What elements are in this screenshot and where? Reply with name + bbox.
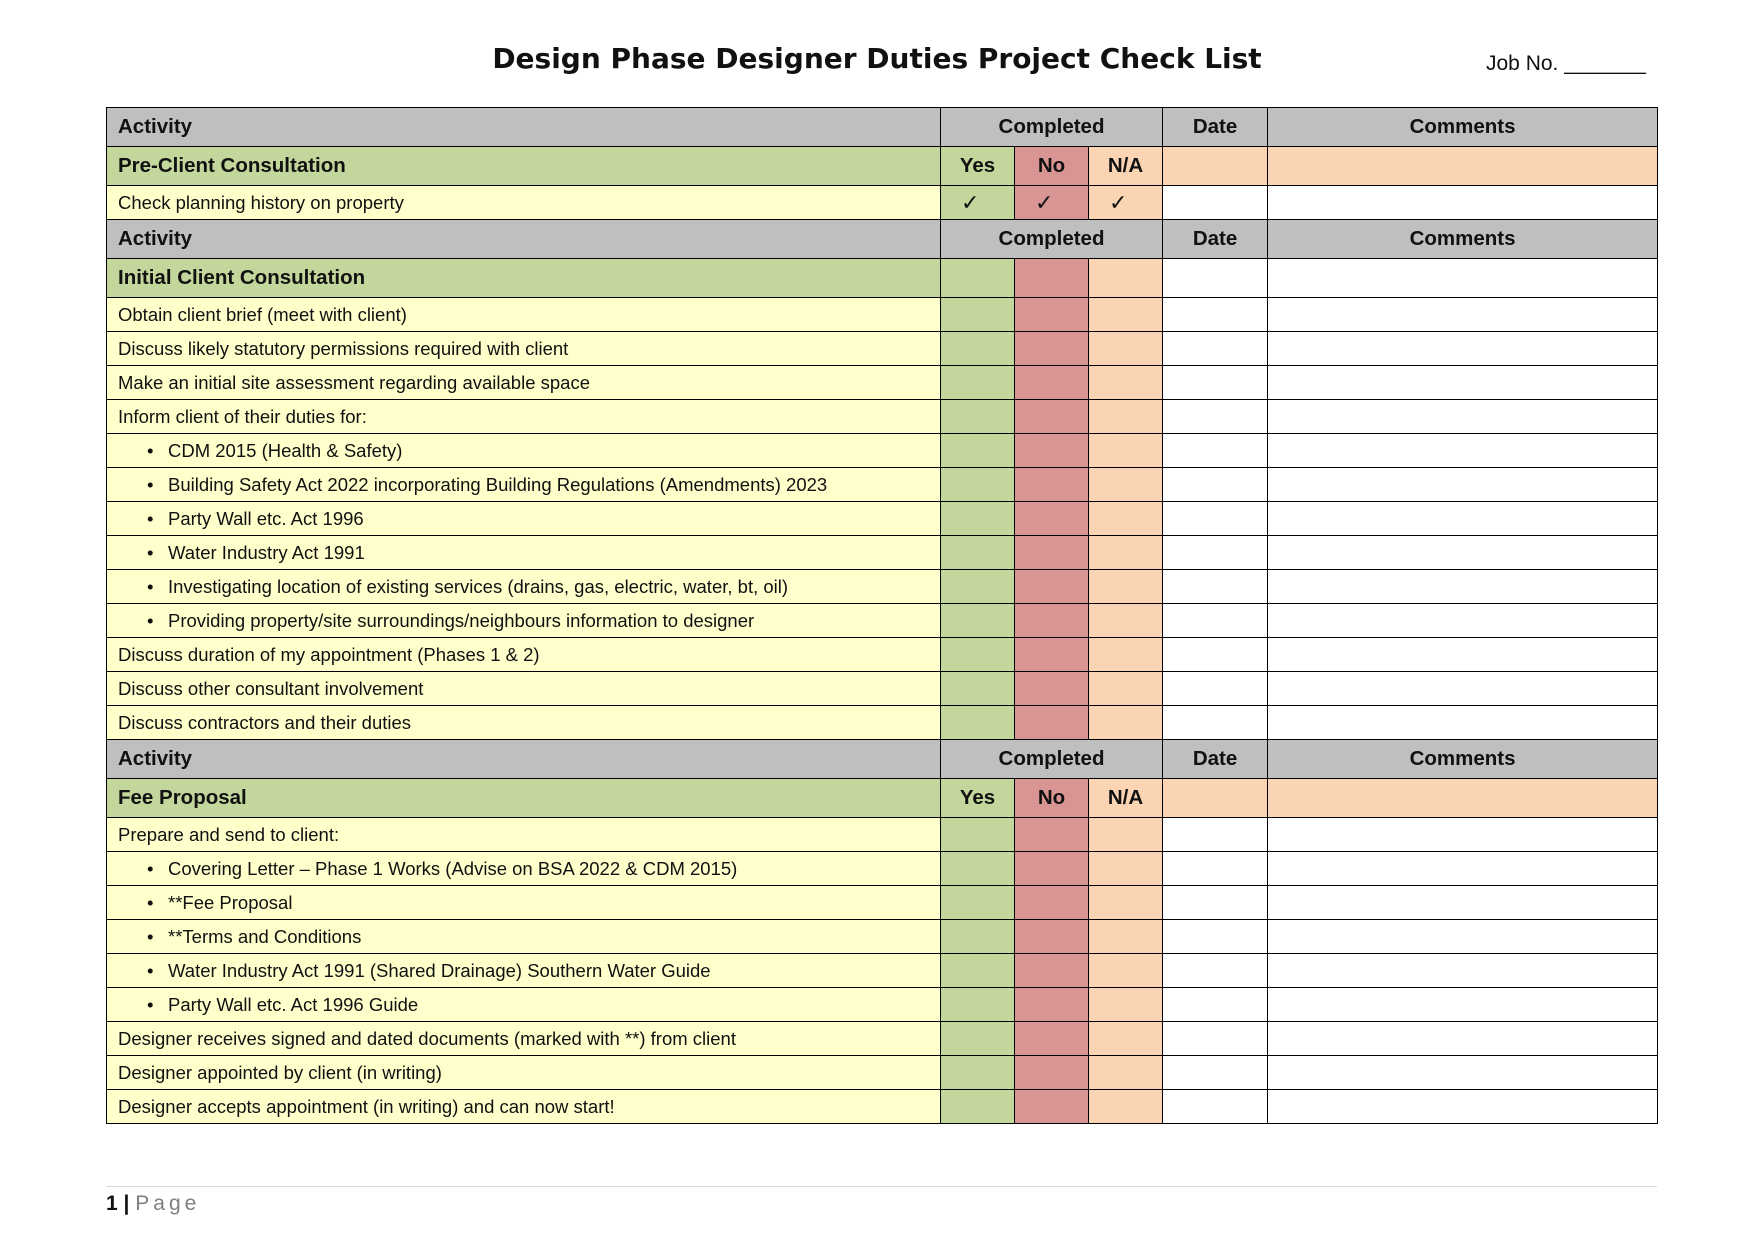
yes-cell[interactable] (941, 1056, 1015, 1090)
bullet: • (147, 993, 154, 1015)
page-number: 1 (106, 1192, 118, 1215)
no-cell[interactable] (1015, 988, 1089, 1022)
comments-cell[interactable] (1268, 988, 1658, 1022)
date-cell[interactable] (1163, 852, 1268, 886)
col-no-label: No (1015, 147, 1089, 186)
page-word: Page (135, 1192, 201, 1215)
activity-cell (107, 672, 941, 706)
na-cell[interactable] (1089, 638, 1163, 672)
section-title: Initial Client Consultation (107, 259, 941, 298)
yes-cell[interactable] (941, 570, 1015, 604)
header-completed: Completed (941, 108, 1163, 147)
section-row (107, 147, 1658, 186)
date-cell[interactable] (1163, 536, 1268, 570)
activity-cell (107, 1090, 941, 1124)
comments-cell[interactable] (1268, 434, 1658, 468)
table-row (107, 638, 1658, 672)
na-cell[interactable] (1089, 1022, 1163, 1056)
date-cell[interactable] (1163, 332, 1268, 366)
comments-cell[interactable] (1268, 502, 1658, 536)
table-row (107, 886, 1658, 920)
yes-cell[interactable]: ✓ (941, 186, 1015, 220)
header-completed: Completed (941, 220, 1163, 259)
table-row (107, 988, 1658, 1022)
activity-text: Party Wall etc. Act 1996 Guide (168, 993, 419, 1015)
date-cell[interactable] (1163, 1056, 1268, 1090)
header-date: Date (1163, 220, 1268, 259)
table-header-row (107, 740, 1658, 779)
activity-cell (107, 1056, 941, 1090)
comments-cell[interactable] (1268, 886, 1658, 920)
activity-text: Prepare and send to client: (118, 823, 340, 845)
na-cell[interactable] (1089, 298, 1163, 332)
activity-cell (107, 604, 941, 638)
no-cell[interactable] (1015, 638, 1089, 672)
header-date: Date (1163, 108, 1268, 147)
na-cell[interactable] (1089, 400, 1163, 434)
table-row (107, 570, 1658, 604)
activity-cell (107, 332, 941, 366)
date-cell[interactable] (1163, 706, 1268, 740)
activity-cell (107, 536, 941, 570)
date-cell[interactable] (1163, 886, 1268, 920)
date-cell[interactable] (1163, 818, 1268, 852)
activity-text: Discuss other consultant involvement (118, 677, 424, 699)
na-cell[interactable] (1089, 468, 1163, 502)
footer-divider (106, 1186, 1657, 1187)
page-footer (106, 1192, 200, 1216)
header-comments: Comments (1268, 108, 1658, 147)
no-cell[interactable] (1015, 1022, 1089, 1056)
date-cell[interactable] (1163, 672, 1268, 706)
date-cell[interactable] (1163, 604, 1268, 638)
table-header-row (107, 108, 1658, 147)
section-date-cell (1163, 779, 1268, 818)
yes-cell[interactable] (941, 536, 1015, 570)
no-cell[interactable] (1015, 604, 1089, 638)
comments-cell[interactable] (1268, 298, 1658, 332)
section-comments-cell (1268, 147, 1658, 186)
activity-cell (107, 852, 941, 886)
comments-cell[interactable] (1268, 638, 1658, 672)
activity-text: Building Safety Act 2022 incorporating Building Regulations (Amendments) 2023 (168, 473, 828, 495)
activity-text: Providing property/site surroundings/neighbours information to designer (168, 609, 755, 631)
col-na-label: N/A (1089, 779, 1163, 818)
yes-cell[interactable] (941, 1090, 1015, 1124)
activity-text: **Fee Proposal (168, 891, 293, 913)
table-row (107, 366, 1658, 400)
table-row (107, 1022, 1658, 1056)
activity-text: Obtain client brief (meet with client) (118, 303, 407, 325)
activity-text: Designer receives signed and dated documents (marked with **) from client (118, 1027, 736, 1049)
yes-cell[interactable] (941, 604, 1015, 638)
section-date-cell (1163, 259, 1268, 298)
no-cell[interactable] (1015, 672, 1089, 706)
no-cell[interactable] (1015, 1090, 1089, 1124)
comments-cell[interactable] (1268, 604, 1658, 638)
activity-text: Party Wall etc. Act 1996 (168, 507, 364, 529)
comments-cell[interactable] (1268, 852, 1658, 886)
bullet: • (147, 507, 154, 529)
table-row (107, 920, 1658, 954)
comments-cell[interactable] (1268, 1090, 1658, 1124)
section-comments-cell (1268, 779, 1658, 818)
bullet: • (147, 857, 154, 879)
section-title: Fee Proposal (107, 779, 941, 818)
na-cell[interactable] (1089, 1056, 1163, 1090)
date-cell[interactable] (1163, 920, 1268, 954)
yes-cell[interactable] (941, 672, 1015, 706)
no-cell[interactable] (1015, 502, 1089, 536)
yes-cell[interactable] (941, 818, 1015, 852)
na-cell[interactable] (1089, 604, 1163, 638)
table-row (107, 298, 1658, 332)
na-cell[interactable] (1089, 818, 1163, 852)
yes-cell[interactable] (941, 468, 1015, 502)
header-comments: Comments (1268, 740, 1658, 779)
yes-cell[interactable] (941, 638, 1015, 672)
no-cell[interactable] (1015, 570, 1089, 604)
col-yes-label: Yes (941, 147, 1015, 186)
activity-text: Covering Letter – Phase 1 Works (Advise on BSA 2022 & CDM 2015) (168, 857, 738, 879)
yes-cell[interactable] (941, 502, 1015, 536)
yes-cell[interactable] (941, 366, 1015, 400)
comments-cell[interactable] (1268, 366, 1658, 400)
no-cell[interactable] (1015, 536, 1089, 570)
na-cell[interactable] (1089, 672, 1163, 706)
no-cell[interactable]: ✓ (1015, 186, 1089, 220)
comments-cell[interactable] (1268, 468, 1658, 502)
comments-cell[interactable] (1268, 818, 1658, 852)
table-row (107, 502, 1658, 536)
comments-cell[interactable] (1268, 1022, 1658, 1056)
header-activity: Activity (107, 108, 941, 147)
activity-text: Discuss contractors and their duties (118, 711, 412, 733)
col-na-label (1089, 259, 1163, 298)
comments-cell[interactable] (1268, 920, 1658, 954)
comments-cell[interactable] (1268, 332, 1658, 366)
header-date: Date (1163, 740, 1268, 779)
no-cell[interactable] (1015, 400, 1089, 434)
activity-cell (107, 502, 941, 536)
date-cell[interactable] (1163, 400, 1268, 434)
activity-text: Water Industry Act 1991 (Shared Drainage) Southern Water Guide (168, 959, 711, 981)
na-cell[interactable] (1089, 434, 1163, 468)
no-cell[interactable] (1015, 920, 1089, 954)
bullet: • (147, 891, 154, 913)
section-row (107, 259, 1658, 298)
comments-cell[interactable] (1268, 186, 1658, 220)
na-cell[interactable]: ✓ (1089, 186, 1163, 220)
table-header-row (107, 220, 1658, 259)
activity-cell (107, 1022, 941, 1056)
table-row (107, 852, 1658, 886)
activity-cell (107, 434, 941, 468)
comments-cell[interactable] (1268, 1056, 1658, 1090)
yes-cell[interactable] (941, 706, 1015, 740)
no-cell[interactable] (1015, 298, 1089, 332)
na-cell[interactable] (1089, 920, 1163, 954)
no-cell[interactable] (1015, 852, 1089, 886)
table-row (107, 954, 1658, 988)
activity-cell (107, 954, 941, 988)
na-cell[interactable] (1089, 954, 1163, 988)
section-row (107, 779, 1658, 818)
yes-cell[interactable] (941, 1022, 1015, 1056)
yes-cell[interactable] (941, 920, 1015, 954)
bullet: • (147, 959, 154, 981)
no-cell[interactable] (1015, 332, 1089, 366)
na-cell[interactable] (1089, 536, 1163, 570)
activity-text: Investigating location of existing services (drains, gas, electric, water, bt, oil) (168, 575, 789, 597)
table-row (107, 536, 1658, 570)
date-cell[interactable] (1163, 988, 1268, 1022)
activity-text: Inform client of their duties for: (118, 405, 367, 427)
header-activity: Activity (107, 740, 941, 779)
activity-text: Water Industry Act 1991 (168, 541, 365, 563)
no-cell[interactable] (1015, 468, 1089, 502)
no-cell[interactable] (1015, 818, 1089, 852)
yes-cell[interactable] (941, 852, 1015, 886)
activity-cell (107, 886, 941, 920)
col-yes-label (941, 259, 1015, 298)
table-row (107, 434, 1658, 468)
comments-cell[interactable] (1268, 400, 1658, 434)
yes-cell[interactable] (941, 400, 1015, 434)
activity-cell (107, 298, 941, 332)
col-no-label: No (1015, 779, 1089, 818)
footer-separator: | (123, 1192, 130, 1215)
na-cell[interactable] (1089, 886, 1163, 920)
header-completed: Completed (941, 740, 1163, 779)
date-cell[interactable] (1163, 298, 1268, 332)
activity-cell (107, 468, 941, 502)
no-cell[interactable] (1015, 434, 1089, 468)
yes-cell[interactable] (941, 988, 1015, 1022)
bullet: • (147, 609, 154, 631)
activity-cell (107, 366, 941, 400)
table-row (107, 1056, 1658, 1090)
bullet: • (147, 925, 154, 947)
na-cell[interactable] (1089, 570, 1163, 604)
na-cell[interactable] (1089, 1090, 1163, 1124)
header-comments: Comments (1268, 220, 1658, 259)
table-row (107, 672, 1658, 706)
activity-text: Designer accepts appointment (in writing) and can now start! (118, 1095, 615, 1117)
activity-text: Make an initial site assessment regarding available space (118, 371, 591, 393)
no-cell[interactable] (1015, 954, 1089, 988)
bullet: • (147, 575, 154, 597)
na-cell[interactable] (1089, 366, 1163, 400)
col-na-label: N/A (1089, 147, 1163, 186)
date-cell[interactable] (1163, 570, 1268, 604)
comments-cell[interactable] (1268, 570, 1658, 604)
comments-cell[interactable] (1268, 672, 1658, 706)
date-cell[interactable] (1163, 638, 1268, 672)
bullet: • (147, 541, 154, 563)
na-cell[interactable] (1089, 988, 1163, 1022)
na-cell[interactable] (1089, 852, 1163, 886)
table-row (107, 1090, 1658, 1124)
date-cell[interactable] (1163, 1090, 1268, 1124)
date-cell[interactable] (1163, 366, 1268, 400)
yes-cell[interactable] (941, 954, 1015, 988)
no-cell[interactable] (1015, 886, 1089, 920)
activity-text: Discuss duration of my appointment (Phases 1 & 2) (118, 643, 540, 665)
comments-cell[interactable] (1268, 536, 1658, 570)
comments-cell[interactable] (1268, 954, 1658, 988)
activity-text: **Terms and Conditions (168, 925, 362, 947)
table-row (107, 332, 1658, 366)
activity-text: Discuss likely statutory permissions required with client (118, 337, 569, 359)
activity-text: CDM 2015 (Health & Safety) (168, 439, 403, 461)
bullet: • (147, 439, 154, 461)
bullet: • (147, 473, 154, 495)
table-row (107, 186, 1658, 220)
na-cell[interactable] (1089, 502, 1163, 536)
activity-cell (107, 920, 941, 954)
date-cell[interactable] (1163, 434, 1268, 468)
activity-cell (107, 706, 941, 740)
col-yes-label: Yes (941, 779, 1015, 818)
table-row (107, 818, 1658, 852)
date-cell[interactable] (1163, 954, 1268, 988)
activity-cell (107, 818, 941, 852)
comments-cell[interactable] (1268, 706, 1658, 740)
table-row (107, 604, 1658, 638)
activity-cell (107, 988, 941, 1022)
no-cell[interactable] (1015, 706, 1089, 740)
date-cell[interactable] (1163, 1022, 1268, 1056)
table-row (107, 706, 1658, 740)
na-cell[interactable] (1089, 706, 1163, 740)
activity-cell (107, 400, 941, 434)
yes-cell[interactable] (941, 298, 1015, 332)
section-comments-cell (1268, 259, 1658, 298)
checklist-table (106, 107, 1658, 1124)
na-cell[interactable] (1089, 332, 1163, 366)
header-activity: Activity (107, 220, 941, 259)
date-cell[interactable] (1163, 186, 1268, 220)
date-cell[interactable] (1163, 468, 1268, 502)
yes-cell[interactable] (941, 886, 1015, 920)
page-title: Design Phase Designer Duties Project Check List (492, 42, 1262, 75)
section-title: Pre-Client Consultation (107, 147, 941, 186)
no-cell[interactable] (1015, 1056, 1089, 1090)
col-no-label (1015, 259, 1089, 298)
yes-cell[interactable] (941, 434, 1015, 468)
activity-cell (107, 638, 941, 672)
table-row (107, 400, 1658, 434)
no-cell[interactable] (1015, 366, 1089, 400)
job-number: Job No. _______ (1486, 52, 1646, 75)
activity-cell (107, 570, 941, 604)
activity-text: Check planning history on property (118, 191, 404, 213)
table-row (107, 468, 1658, 502)
activity-text: Designer appointed by client (in writing) (118, 1061, 442, 1083)
date-cell[interactable] (1163, 502, 1268, 536)
section-date-cell (1163, 147, 1268, 186)
activity-cell (107, 186, 941, 220)
yes-cell[interactable] (941, 332, 1015, 366)
